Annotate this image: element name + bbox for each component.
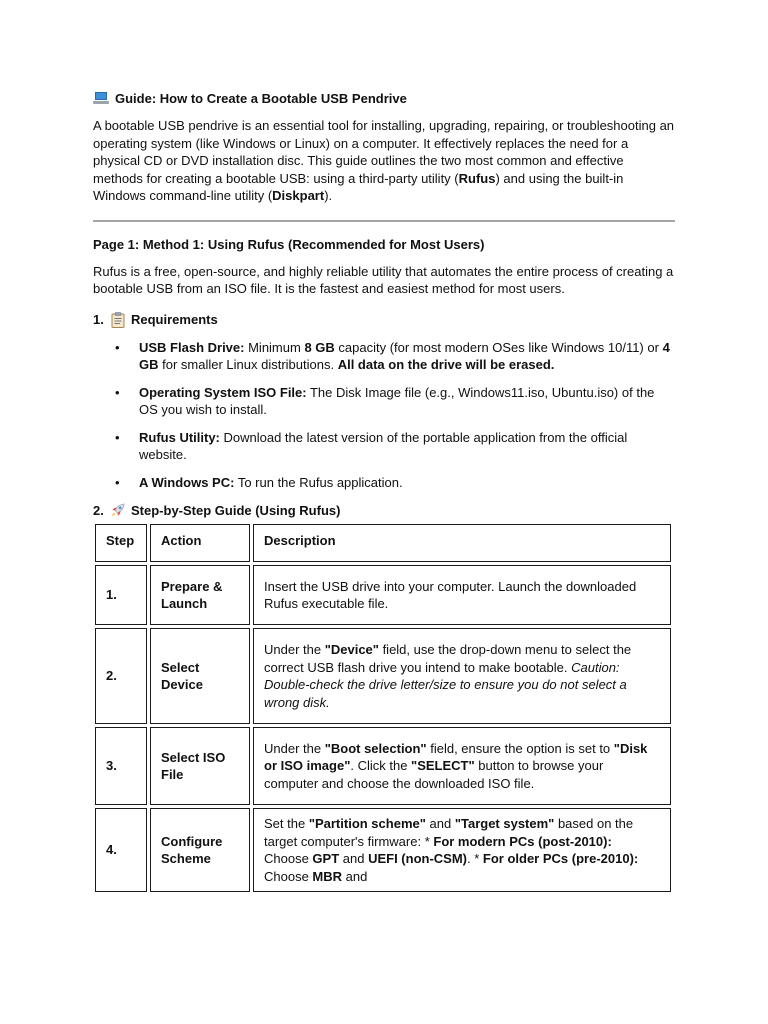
intro-text: A bootable USB pendrive is an essential tool for installing, upgrading, repairing, or troubleshooting an operating system (like Windows or Linux) on a computer. It effectively replaces the need for a physical CD or DVD installation disc. This guide outlines the two most common and effective methods for creating a bootable USB: using a third-party utility ( — [93, 118, 675, 186]
req-text: To run the Rufus application. — [234, 474, 403, 490]
desc-text: based on the target computer's firmware: * — [264, 816, 634, 849]
desc-text: and — [339, 851, 369, 866]
bullet: • — [115, 384, 120, 400]
desc-text: field, ensure the option is set to — [426, 740, 614, 756]
list-item — [93, 339, 675, 374]
document-title-line — [93, 88, 675, 108]
step-number: 3. — [95, 727, 147, 805]
table-row — [95, 628, 671, 724]
desc-text: button to browse your computer and choose the downloaded ISO file. — [264, 758, 604, 791]
req-text: for smaller Linux distributions. — [158, 357, 338, 372]
steps-heading — [93, 501, 675, 519]
list-item — [93, 384, 675, 419]
desc-bold: "Device" — [324, 642, 379, 657]
desc-bold: For modern PCs (post-2010): — [433, 833, 612, 849]
intro-text: ) and using the built-in Windows command-line utility ( — [93, 170, 624, 203]
laptop-icon — [93, 92, 109, 104]
list-item — [93, 474, 675, 492]
requirements-number: 1. — [93, 312, 104, 327]
desc-text: Under the — [264, 642, 325, 657]
table-row — [95, 727, 671, 805]
section-description: Rufus is a free, open-source, and highly reliable utility that automates the entire process of creating a bootable USB from an ISO file. It is the fastest and easiest method for most users. — [93, 263, 674, 296]
desc-bold: GPT — [312, 851, 340, 866]
section-title: Page 1: Method 1: Using Rufus (Recommended for Most Users) — [93, 236, 485, 252]
table-row — [95, 565, 671, 625]
requirements-title: Requirements — [131, 312, 218, 327]
step-description — [253, 808, 671, 892]
req-warning: All data on the drive will be erased. — [337, 357, 555, 372]
document-page — [93, 88, 675, 895]
desc-bold: "Boot selection" — [324, 740, 427, 756]
desc-bold: "Target system" — [454, 816, 555, 831]
desc-bold: MBR — [312, 868, 343, 884]
step-description — [253, 565, 671, 625]
desc-text: . Click the — [350, 758, 412, 774]
requirements-list — [93, 339, 675, 492]
rocket-icon — [111, 502, 125, 518]
column-header-action: Action — [150, 524, 250, 562]
step-number: 4. — [95, 808, 147, 892]
req-text: The Disk Image file (e.g., Windows11.iso, Ubuntu.iso) of the OS you wish to install. — [139, 384, 655, 417]
table-row — [95, 808, 671, 892]
steps-number: 2. — [93, 502, 104, 518]
req-label: A Windows PC: — [139, 474, 235, 490]
desc-bold: "SELECT" — [411, 758, 475, 774]
desc-text: Set the — [264, 816, 309, 831]
req-label: Rufus Utility: — [139, 429, 220, 445]
bullet: • — [115, 474, 120, 490]
req-text: capacity (for most modern OSes like Windows 10/11) or — [334, 339, 663, 355]
desc-caution: Caution: Double-check the drive letter/size to ensure you do not select a wrong disk. — [264, 659, 627, 710]
desc-text: Choose — [264, 868, 313, 884]
steps-table — [92, 521, 674, 895]
bullet: • — [115, 339, 120, 355]
clipboard-icon — [111, 312, 125, 328]
step-description — [253, 727, 671, 805]
intro-rufus: Rufus — [458, 170, 496, 186]
document-title: Guide: How to Create a Bootable USB Pendrive — [115, 90, 407, 106]
step-description — [253, 628, 671, 724]
step-action: Select ISO File — [150, 727, 250, 805]
desc-text: field, use the drop-down menu to select the correct USB flash drive you intend to make bootable. — [264, 642, 632, 675]
desc-bold: For older PCs (pre-2010): — [482, 851, 639, 866]
req-label: USB Flash Drive: — [139, 339, 245, 355]
step-action: Configure Scheme — [150, 808, 250, 892]
req-bold: 8 GB — [304, 339, 335, 355]
desc-text: Choose — [264, 851, 313, 866]
intro-paragraph — [93, 117, 675, 205]
step-number: 2. — [95, 628, 147, 724]
req-label: Operating System ISO File: — [139, 384, 307, 400]
step-number: 1. — [95, 565, 147, 625]
steps-title: Step-by-Step Guide (Using Rufus) — [131, 502, 341, 518]
req-text: Minimum — [244, 339, 305, 355]
req-bold: 4 GB — [139, 339, 670, 372]
intro-diskpart: Diskpart — [272, 188, 325, 203]
desc-text: and — [342, 868, 368, 884]
desc-bold: UEFI (non-CSM) — [368, 851, 467, 866]
desc-text: and — [425, 816, 455, 831]
list-item — [93, 429, 675, 464]
desc-bold: "Partition scheme" — [308, 816, 426, 831]
desc-text: Insert the USB drive into your computer. Launch the downloaded Rufus executable file. — [264, 578, 637, 611]
column-header-step: Step — [95, 524, 147, 562]
step-action: Select Device — [150, 628, 250, 724]
bullet: • — [115, 429, 120, 445]
horizontal-divider — [93, 220, 675, 222]
desc-text: . * — [467, 851, 483, 866]
table-header-row — [95, 524, 671, 562]
column-header-description: Description — [253, 524, 671, 562]
intro-text: ). — [324, 188, 333, 203]
req-text: Download the latest version of the portable application from the official website. — [139, 429, 628, 462]
desc-text: Under the — [264, 740, 325, 756]
desc-bold: "Disk or ISO image" — [264, 740, 648, 774]
requirements-heading — [93, 311, 675, 329]
step-action: Prepare & Launch — [150, 565, 250, 625]
